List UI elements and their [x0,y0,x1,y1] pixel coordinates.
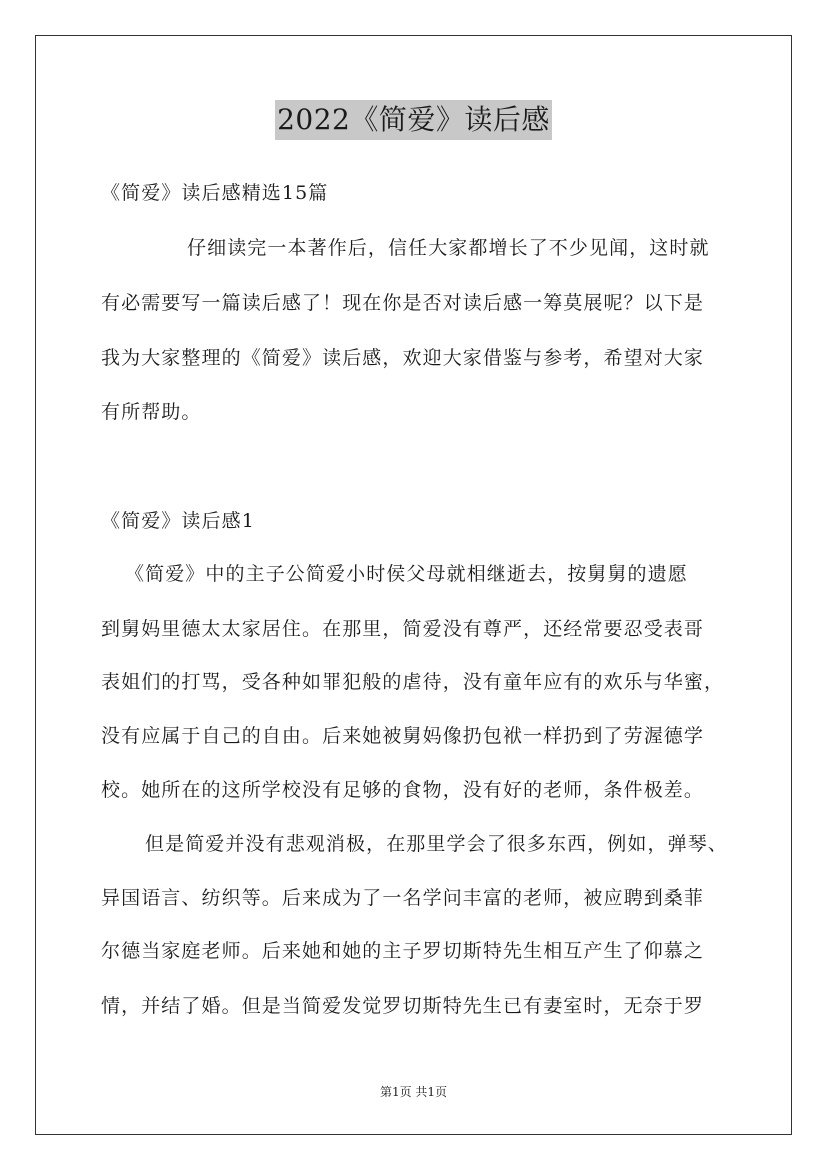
body-line: 到舅妈里德太太家居住。在那里，简爱没有尊严，还经常要忍受表哥 [101,618,705,640]
body-line: 但是简爱并没有悲观消极，在那里学会了很多东西，例如，弹琴、 [145,833,728,855]
body-line: 异国语言、纺织等。后来成为了一名学问丰富的老师，被应聘到桑菲 [101,887,705,909]
body-line: 没有应属于自己的自由。后来她被舅妈像扔包袱一样扔到了劳渥德学 [101,725,705,747]
page-footer: 第1页 共1页 [379,1085,448,1099]
intro-line: 我为大家整理的《简爱》读后感，欢迎大家借鉴与参考，希望对大家 [101,347,705,369]
title-container [0,100,827,140]
intro-line: 有必需要写一篇读后感了！现在你是否对读后感一筹莫展呢？以下是 [101,292,705,314]
body-line: 情，并结了婚。但是当简爱发觉罗切斯特先生已有妻室时，无奈于罗 [101,995,705,1017]
section-heading: 《简爱》读后感1 [101,510,255,532]
body-line: 校。她所在的这所学校没有足够的食物，没有好的老师，条件极差。 [101,779,705,801]
document-title: 2022《简爱》读后感 [275,100,552,140]
intro-line: 仔细读完一本著作后，信任大家都增长了不少见闻，这时就 [187,237,710,259]
body-line: 表姐们的打骂，受各种如罪犯般的虐待，没有童年应有的欢乐与华蜜， [101,671,725,693]
intro-line: 有所帮助。 [101,401,202,423]
body-line: 《简爱》中的主子公简爱小时侯父母就相继逝去，按舅舅的遗愿 [125,563,688,585]
subtitle: 《简爱》读后感精选15篇 [101,182,329,204]
body-line: 尔德当家庭老师。后来她和她的主子罗切斯特先生相互产生了仰慕之 [101,940,705,962]
